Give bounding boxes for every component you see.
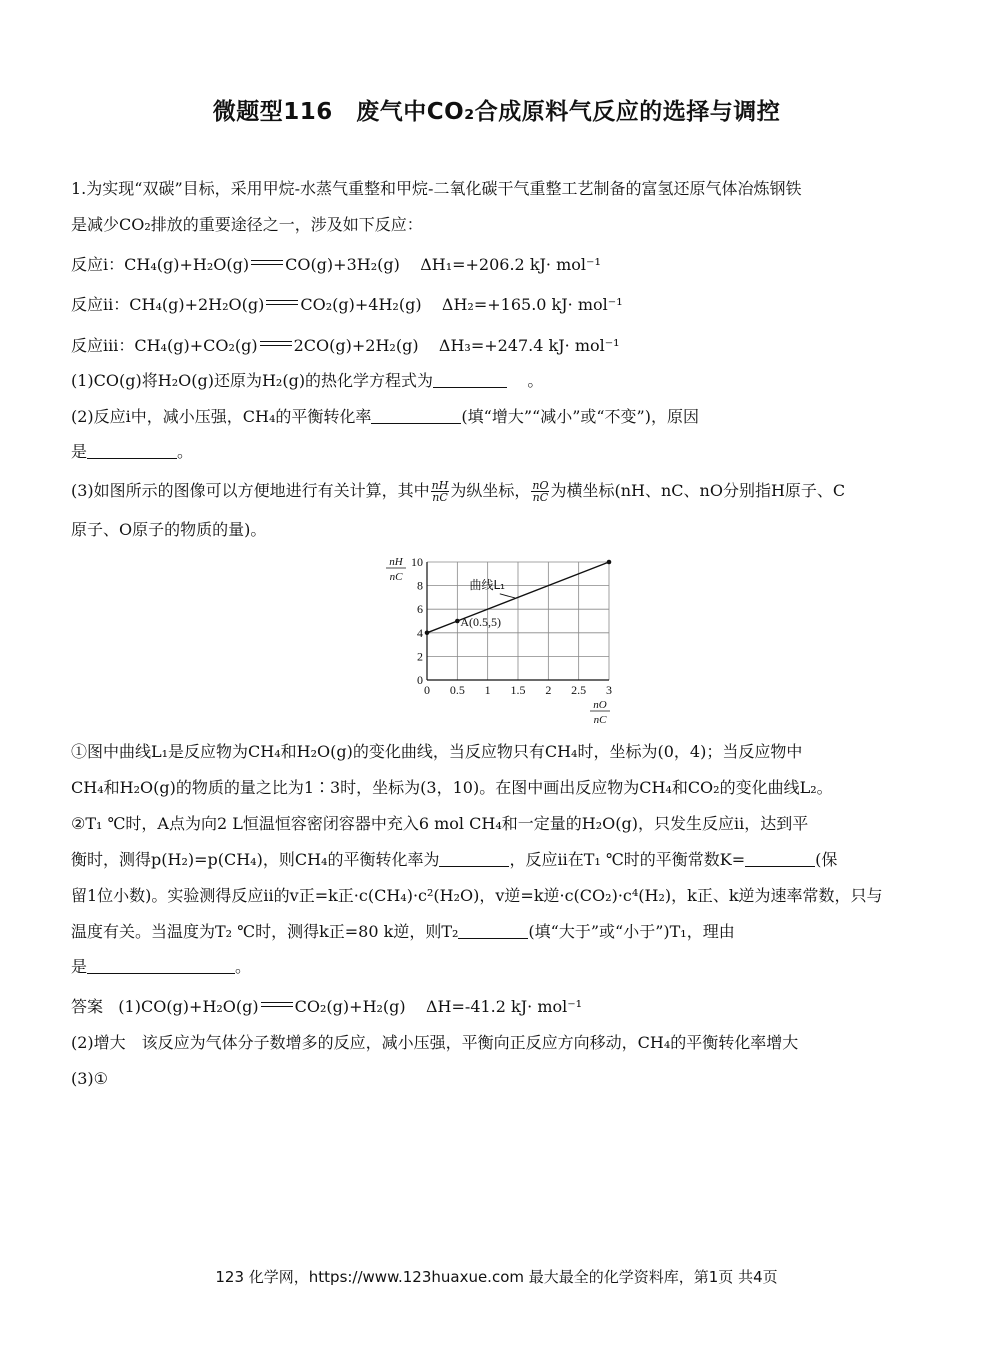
question-text: 为纵坐标，	[450, 481, 531, 500]
question-text: ，反应ⅱ在T₁ ℃时的平衡常数K=	[509, 850, 746, 869]
sub-question-2-line1: ②T₁ ℃时，A点为向2 L恒温恒容密闭容器中充入6 mol CH₄和一定量的H₂O(g)，只发生反应ⅱ，达到平	[71, 814, 809, 833]
reaction-rhs: 2CO(g)+2H₂(g)	[293, 336, 419, 355]
question-text: 衡时，测得p(H₂)=p(CH₄)，则CH₄的平衡转化率为	[71, 850, 440, 869]
reaction-enthalpy: ΔH₁=+206.2 kJ· mol⁻¹	[420, 255, 601, 274]
x-ratio-fraction: $\frac{nO}{nC}$	[532, 479, 549, 504]
answer-line-2: (2)增大 该反应为气体分子数增多的反应，减小压强，平衡向正反应方向移动，CH₄的平衡转化率增大	[71, 1033, 799, 1052]
question-intro-line1: 1.为实现“双碳”目标，采用甲烷-水蒸气重整和甲烷-二氧化碳干气重整工艺制备的富氢还原气体冶炼钢铁	[71, 179, 802, 198]
y-ratio-fraction: $\frac{nH}{nC}$	[431, 479, 449, 504]
equilibrium-arrow-icon	[260, 338, 292, 350]
equilibrium-arrow-icon	[266, 297, 298, 309]
question-part-3-cont: 原子、O原子的物质的量)。	[71, 520, 267, 539]
y-tick-label: 2	[417, 649, 423, 664]
x-tick-label: 0	[424, 683, 430, 697]
reaction-lhs: CH₄(g)+H₂O(g)	[124, 255, 250, 274]
question-text: 为横坐标(nH、nC、nO分别指H原子、C	[550, 481, 846, 500]
question-text: 是	[71, 442, 88, 461]
question-intro-line2: 是减少CO₂排放的重要途径之一，涉及如下反应：	[71, 215, 423, 234]
answer-blank[interactable]	[371, 408, 461, 424]
reaction-enthalpy: ΔH₂=+165.0 kJ· mol⁻¹	[441, 295, 623, 314]
reaction-label: 反应ⅱ：	[71, 295, 130, 314]
reaction-3	[71, 335, 620, 357]
answer-lhs: (1)CO(g)+H₂O(g)	[118, 997, 259, 1016]
question-part-2-reason: 是 。	[71, 442, 194, 461]
question-text: (1)CO(g)将H₂O(g)还原为H₂(g)的热化学方程式为	[71, 371, 434, 390]
sub-question-2-line5: 是 。	[71, 957, 252, 976]
data-point	[425, 631, 430, 636]
sub-question-2-line4	[71, 921, 735, 943]
sub-question-1-line1: ①图中曲线L₁是反应物为CH₄和H₂O(g)的变化曲线，当反应物只有CH₄时，坐标为(0，4)；当反应物中	[71, 742, 803, 761]
x-tick-label: 3	[606, 683, 612, 697]
sub-question-1-line2: CH₄和H₂O(g)的物质的量之比为1∶3时，坐标为(3，10)。在图中画出反应物为CH₄和CO₂的变化曲线L₂。	[71, 778, 833, 797]
answer-line-3: (3)①	[71, 1069, 109, 1088]
question-part-1: (1)CO(g)将H₂O(g)还原为H₂(g)的热化学方程式为 。	[71, 371, 544, 390]
answer-blank[interactable]	[458, 923, 528, 939]
reaction-2	[71, 294, 623, 316]
point-label: A(0.5,5)	[460, 615, 502, 629]
curve-label: 曲线L₁	[469, 578, 505, 593]
reaction-rhs: CO(g)+3H₂(g)	[285, 255, 400, 274]
data-point	[455, 619, 460, 624]
question-text: (填“增大”“减小”或“不变”)，原因	[461, 407, 699, 426]
y-tick-label: 6	[417, 602, 423, 617]
reaction-label: 反应ⅲ：	[71, 336, 135, 355]
sub-question-2-line2	[71, 849, 837, 871]
answer-rhs: CO₂(g)+H₂(g)	[294, 997, 406, 1016]
curve-label-pointer	[500, 594, 515, 598]
question-text: 温度有关。当温度为T₂ ℃时，测得k正=80 k逆，则T₂	[71, 922, 459, 941]
page-footer: 123 化学网，https://www.123huaxue.com 最大最全的化学资料库，第1页 共4页	[215, 1268, 778, 1286]
y-tick-label: 8	[417, 578, 423, 593]
answer-label: 答案	[71, 997, 104, 1016]
question-part-2	[71, 406, 699, 428]
question-text: 是	[71, 957, 88, 976]
sub-question-2-line3: 留1位小数)。实验测得反应ⅱ的v正=k正·c(CH₄)·c²(H₂O)，v逆=k逆·c(CO₂)·c⁴(H₂)，k正、k逆为速率常数，只与	[71, 886, 883, 905]
answer-enthalpy: ΔH=-41.2 kJ· mol⁻¹	[426, 997, 583, 1016]
reaction-1	[71, 254, 601, 276]
answer-blank[interactable]	[745, 851, 815, 867]
reaction-enthalpy: ΔH₃=+247.4 kJ· mol⁻¹	[438, 336, 620, 355]
ratio-chart	[380, 552, 630, 732]
x-tick-label: 2.5	[571, 683, 587, 697]
answer-blank[interactable]	[87, 443, 177, 459]
equilibrium-arrow-icon	[261, 999, 293, 1011]
data-point	[607, 560, 612, 565]
y-tick-label: 4	[417, 625, 423, 640]
x-tick-label: 0.5	[449, 683, 465, 697]
y-tick-label: 0	[417, 673, 423, 687]
x-tick-label: 1	[484, 683, 491, 697]
question-text: (3)如图所示的图像可以方便地进行有关计算，其中	[71, 481, 430, 500]
reaction-lhs: CH₄(g)+CO₂(g)	[134, 336, 258, 355]
y-axis-label-numerator: nH	[389, 556, 403, 568]
y-tick-label: 10	[411, 555, 423, 569]
page-title: 微题型116 废气中CO₂合成原料气反应的选择与调控	[212, 99, 781, 125]
x-axis-label-numerator: nO	[593, 699, 607, 711]
x-tick-label: 1.5	[510, 683, 526, 697]
question-text: (2)反应ⅰ中，减小压强，CH₄的平衡转化率	[71, 407, 372, 426]
answer-blank[interactable]	[87, 958, 235, 974]
reaction-lhs: CH₄(g)+2H₂O(g)	[129, 295, 265, 314]
answer-blank[interactable]	[433, 372, 507, 388]
question-text: (保	[815, 850, 838, 869]
reaction-label: 反应ⅰ：	[71, 255, 125, 274]
reaction-rhs: CO₂(g)+4H₂(g)	[300, 295, 422, 314]
answer-line-1	[71, 996, 582, 1018]
x-axis-label-denominator: nC	[593, 714, 607, 726]
equilibrium-arrow-icon	[251, 257, 283, 269]
question-text: (填“大于”或“小于”)T₁，理由	[528, 922, 735, 941]
x-tick-label: 2	[545, 683, 552, 697]
y-axis-label-denominator: nC	[389, 571, 403, 583]
answer-blank[interactable]	[439, 851, 509, 867]
question-part-3	[71, 480, 845, 503]
